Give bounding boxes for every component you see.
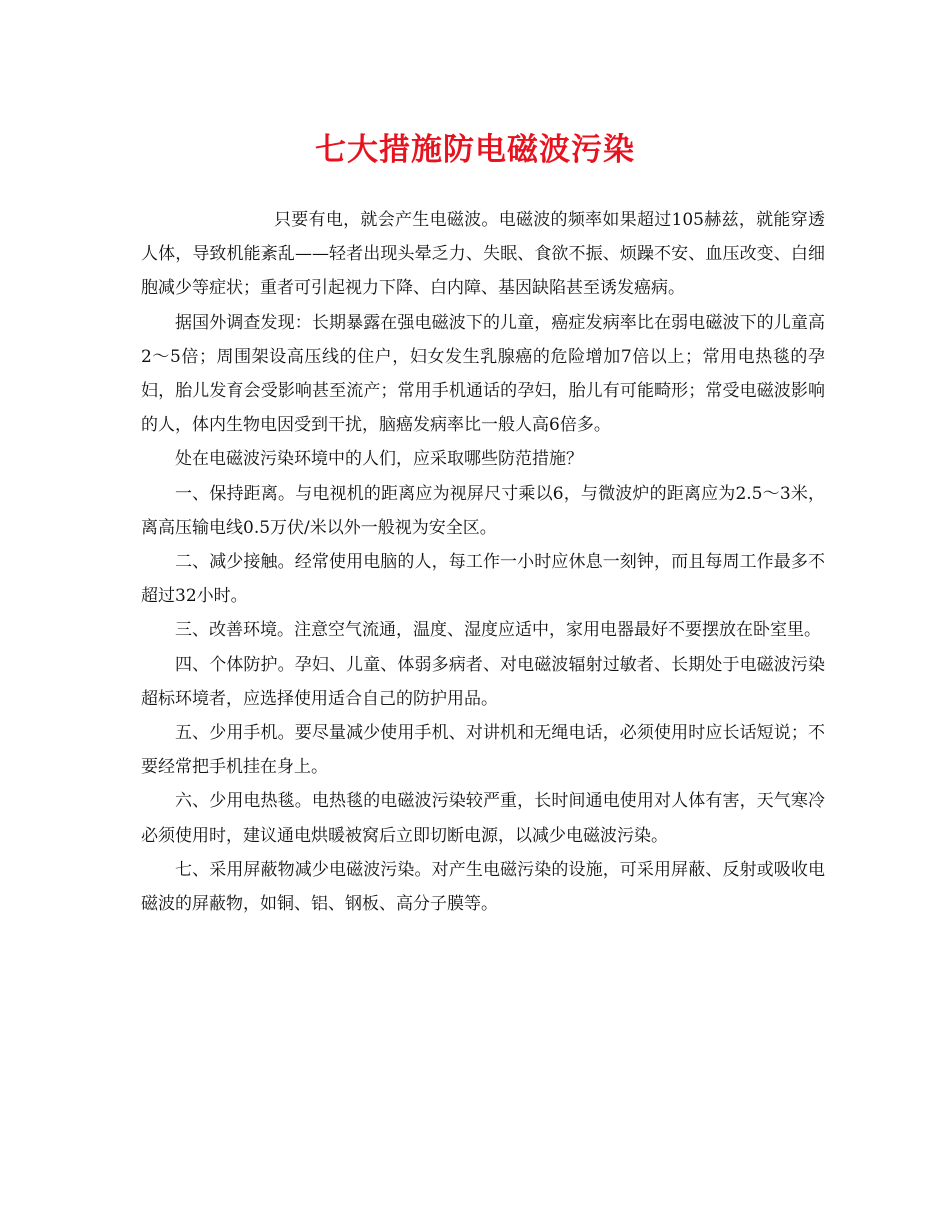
paragraph-measure-1: 一、保持距离。与电视机的距离应为视屏尺寸乘以6，与微波炉的距离应为2.5～3米，离高压输电线0.5万伏/米以外一般视为安全区。 — [141, 483, 825, 538]
paragraph-measure-7: 七、采用屏蔽物减少电磁波污染。对产生电磁污染的设施，可采用屏蔽、反射或吸收电磁波的屏蔽物，如铜、铝、钢板、高分子膜等。 — [141, 859, 825, 915]
paragraph-measure-3: 三、改善环境。注意空气流通，温度、湿度应适中，家用电器最好不要摆放在卧室里。 — [175, 620, 821, 641]
paragraph-measure-2: 二、减少接触。经常使用电脑的人，每工作一小时应休息一刻钟，而且每周工作最多不超过32小时。 — [141, 552, 825, 607]
document-body — [141, 203, 825, 921]
paragraph-survey: 据国外调查发现：长期暴露在强电磁波下的儿童，癌症发病率比在弱电磁波下的儿童高2～5倍；周围架设高压线的住户，妇女发生乳腺癌的危险增加7倍以上；常用电热毯的孕妇，胎儿发育会受影响甚至流产；常用手机通话的孕妇，胎儿有可能畸形；常受电磁波影响的人，体内生物电因受到干扰，脑癌发病率比一般人高6倍多。 — [141, 312, 825, 436]
paragraph-question: 处在电磁波污染环境中的人们，应采取哪些防范措施？ — [175, 449, 583, 470]
paragraph-measure-4: 四、个体防护。孕妇、儿童、体弱多病者、对电磁波辐射过敏者、长期处于电磁波污染超标环境者，应选择使用适合自己的防护用品。 — [141, 654, 825, 709]
paragraph-measure-6: 六、少用电热毯。电热毯的电磁波污染较严重，长时间通电使用对人体有害，天气寒冷必须使用时，建议通电烘暖被窝后立即切断电源，以减少电磁波污染。 — [141, 791, 825, 846]
paragraph-measure-5: 五、少用手机。要尽量减少使用手机、对讲机和无绳电话，必须使用时应长话短说；不要经常把手机挂在身上。 — [141, 723, 825, 778]
document-title: 七大措施防电磁波污染 — [315, 132, 635, 168]
paragraph-intro: 只要有电，就会产生电磁波。电磁波的频率如果超过105赫兹，就能穿透人体，导致机能紊乱——轻者出现头晕乏力、失眠、食欲不振、烦躁不安、血压改变、白细胞减少等症状；重者可引起视力下降、白内障、基因缺陷甚至诱发癌病。 — [141, 210, 825, 299]
